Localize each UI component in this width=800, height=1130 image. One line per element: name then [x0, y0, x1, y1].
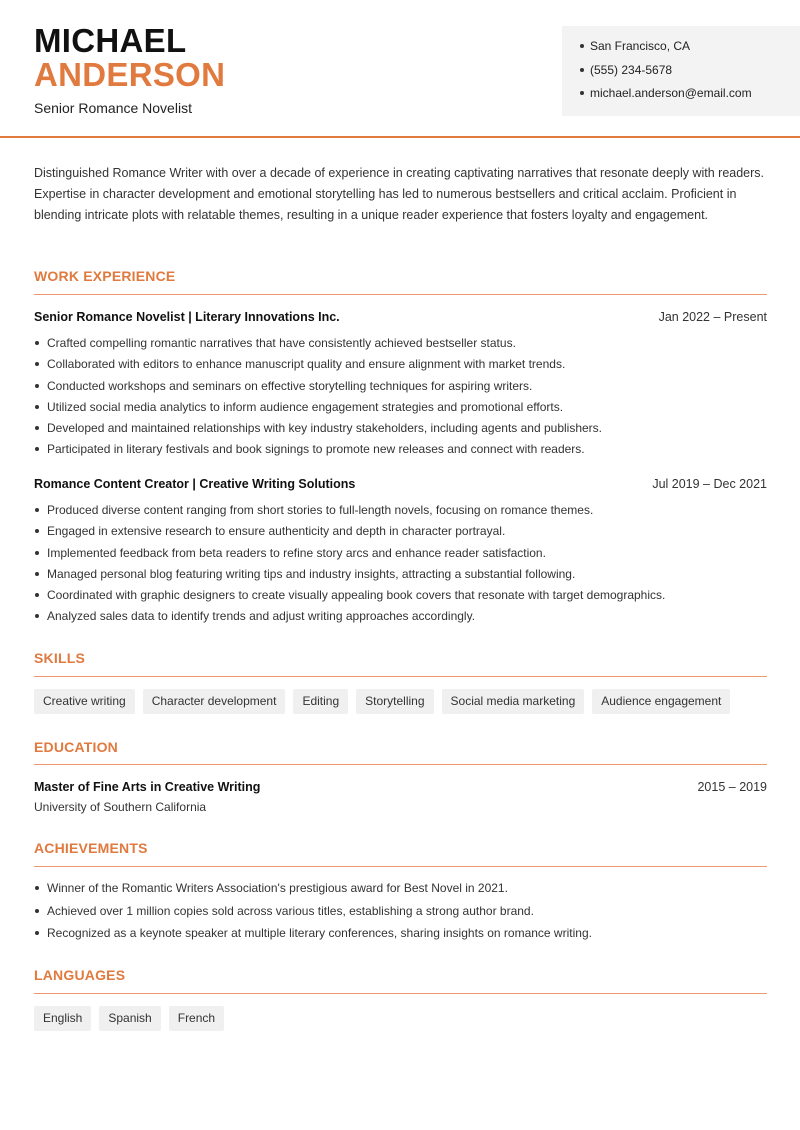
skill-tag: Editing — [293, 689, 348, 714]
achievements-list — [34, 880, 767, 948]
job-dates: Jan 2022 – Present — [658, 310, 767, 324]
education-heading: EDUCATION — [34, 739, 118, 755]
skill-tag: Audience engagement — [592, 689, 730, 714]
list-item: Collaborated with editors to enhance manuscript quality and ensure alignment with market trends. — [34, 356, 767, 377]
first-name: MICHAEL — [34, 22, 187, 59]
list-item: Developed and maintained relationships with key industry stakeholders, including agents and publishers. — [34, 420, 767, 441]
list-item: Coordinated with graphic designers to create visually appealing book covers that resonate with target demographics. — [34, 587, 767, 608]
resume-header — [0, 0, 800, 138]
contact-location: San Francisco, CA — [580, 38, 800, 62]
list-item: Implemented feedback from beta readers to refine story arcs and enhance reader satisfaction. — [34, 545, 767, 566]
achievements-divider — [34, 866, 767, 867]
job-bullets — [34, 502, 767, 630]
skills-tags — [34, 689, 730, 714]
skill-tag: Storytelling — [356, 689, 433, 714]
skill-tag: Creative writing — [34, 689, 135, 714]
languages-divider — [34, 993, 767, 994]
list-item: Managed personal blog featuring writing tips and industry insights, attracting a substantial following. — [34, 566, 767, 587]
contact-box — [562, 26, 800, 116]
list-item: Analyzed sales data to identify trends and adjust writing approaches accordingly. — [34, 608, 767, 629]
contact-phone: (555) 234-5678 — [580, 62, 800, 86]
education-school: University of Southern California — [34, 800, 207, 814]
list-item: Participated in literary festivals and book signings to promote new releases and connect with readers. — [34, 441, 767, 462]
job-bullets — [34, 335, 767, 463]
work-experience-divider — [34, 294, 767, 295]
job-header — [34, 477, 767, 495]
education-divider — [34, 764, 767, 765]
skill-tag: Character development — [143, 689, 286, 714]
skill-tag: Social media marketing — [442, 689, 585, 714]
list-item: Achieved over 1 million copies sold across various titles, establishing a strong author brand. — [34, 903, 767, 926]
job-title-company: Romance Content Creator | Creative Writing Solutions — [34, 477, 356, 491]
list-item: Utilized social media analytics to inform audience engagement strategies and promotional efforts. — [34, 399, 767, 420]
languages-tags — [34, 1006, 224, 1031]
contact-email[interactable]: michael.anderson@email.com — [580, 85, 800, 109]
job-title-company: Senior Romance Novelist | Literary Innovations Inc. — [34, 310, 340, 324]
language-tag: French — [169, 1006, 224, 1031]
list-item: Crafted compelling romantic narratives that have consistently achieved bestseller status. — [34, 335, 767, 356]
skills-heading: SKILLS — [34, 650, 85, 666]
list-item: Produced diverse content ranging from short stories to full-length novels, focusing on romance themes. — [34, 502, 767, 523]
education-degree: Master of Fine Arts in Creative Writing — [34, 780, 261, 794]
languages-heading: LANGUAGES — [34, 967, 126, 983]
language-tag: English — [34, 1006, 91, 1031]
job-title: Senior Romance Novelist — [34, 100, 192, 116]
achievements-heading: ACHIEVEMENTS — [34, 840, 148, 856]
skills-divider — [34, 676, 767, 677]
list-item: Conducted workshops and seminars on effective storytelling techniques for aspiring writers. — [34, 378, 767, 399]
education-dates: 2015 – 2019 — [697, 780, 767, 794]
job-header — [34, 310, 767, 328]
list-item: Winner of the Romantic Writers Association's prestigious award for Best Novel in 2021. — [34, 880, 767, 903]
language-tag: Spanish — [99, 1006, 160, 1031]
last-name: ANDERSON — [34, 56, 226, 93]
job-dates: Jul 2019 – Dec 2021 — [652, 477, 767, 491]
list-item: Recognized as a keynote speaker at multiple literary conferences, sharing insights on romance writing. — [34, 925, 767, 948]
list-item: Engaged in extensive research to ensure authenticity and depth in character portrayal. — [34, 523, 767, 544]
work-experience-heading: WORK EXPERIENCE — [34, 268, 176, 284]
contact-list — [580, 38, 800, 109]
summary-paragraph: Distinguished Romance Writer with over a decade of experience in creating captivating narratives that resonate deeply with readers. Expertise in character development and emotional storytelling has led to numerous bestsellers and critical acclaim. Proficient in blending intricate plots with relatable themes, resulting in a unique reader experience that fosters loyalty and engagement. — [34, 166, 765, 222]
